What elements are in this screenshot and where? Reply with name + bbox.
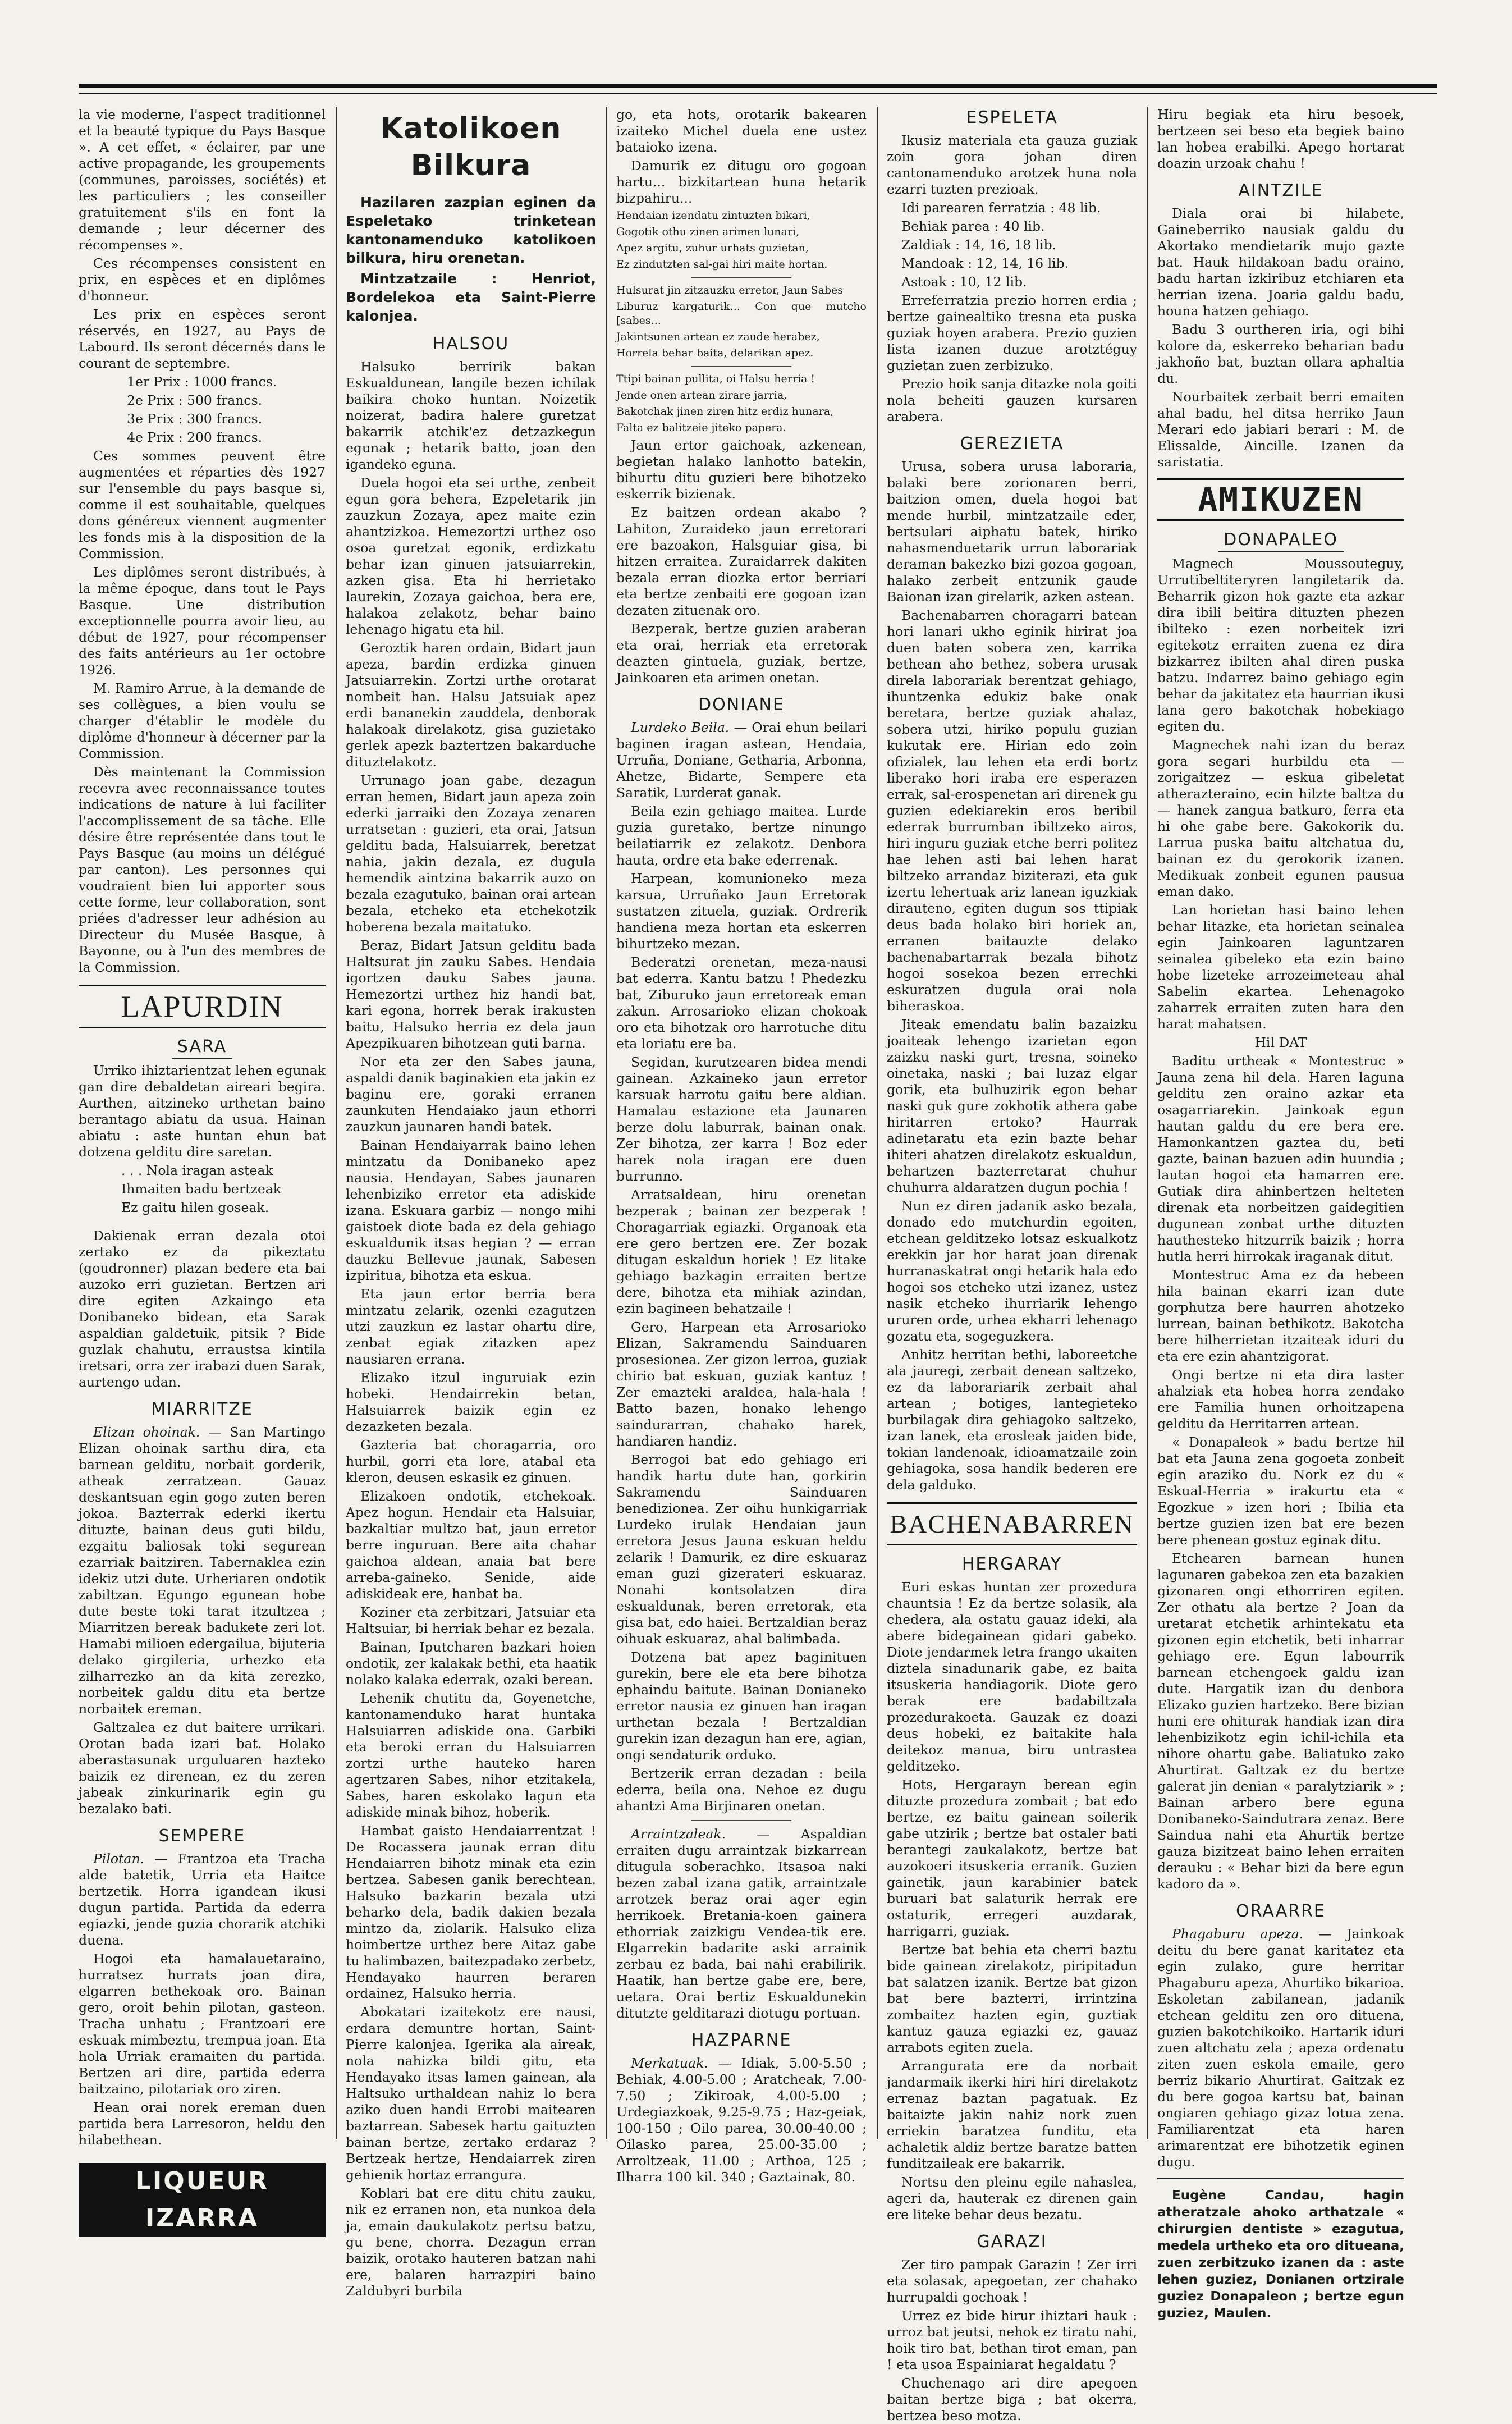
verse-line: . . . Nola iragan asteak bbox=[121, 1163, 273, 1178]
column-3 bbox=[616, 107, 867, 2185]
text-paragraph: Lan horietan hasi baino lehen behar litazke, eta horietan seinalea egin Jainkoaren laguntzaren seinalea gibeleko eta ezin baino hobe lizeteke arrozeimeteau ahal Sabelin ekartea. Lehenagoko zaharrek erraiten zuten hara den harat mahatsen. bbox=[1157, 902, 1404, 1032]
text-paragraph: Magnech Moussouteguy, Urrutibeltiteryren langiletarik da. Beharrik gizon hok gazte eta azkar dira ibili beitira dituzten phezen ibilteko : ezen norbeitek izri egitekotz erraiten zuena ez dira bizkarrez ibilten ahal diren puska batzu. Indarrez baino gehiago egin behar da jakitatez eta haurrian ikusi lana gero bakotchak hobekiago egiten du. bbox=[1157, 556, 1404, 734]
lead-label: Phagaburu apeza. bbox=[1172, 1926, 1304, 1942]
lead-text: — Idiak, 5.00-5.50 ; Behiak, 4.00-5.00 ; Aratcheak, 7.00-7.50 ; Zikiroak, 4.00-5.00 ; Urdegiazkoak, 9.25-9.75 ; Haz-geiak, 100-150 ; Oilo parea, 30.00-40.00 ; Oilasko parea, 25.00-35.00 ; Arroltzeak, 11.00 ; Arthoa, 125 ; Ilharra 100 kil. 340 ; Gaztainak, 80. bbox=[616, 2055, 867, 2185]
verse-line: Ez zindutzten sal-gai hiri maite hortan. bbox=[616, 258, 828, 271]
text-paragraph: Prezio hoik sanja ditazke nola goiti nola beheiti gauzen kursaren arabera. bbox=[887, 376, 1137, 424]
text-paragraph: Jiteak emendatu balin bazaizku joaiteak lehengo izarietan egon zaizku naski gurt, tresna, soineko oinetaka, naski ; bai luzaz elgar gorik, eta bulhuzirik egon behar naski guk gure zokhotik athera gabe hiritarren ertoko? Haurrak adinetaratu eta ezin bazte behar ihiteri ahatzen direlakotz eskualdun, behartzen bazterretarat chuhur chuhurra aldaratzen dugun pochia ! bbox=[887, 1017, 1137, 1195]
text-paragraph bbox=[616, 720, 867, 801]
prize-line: 4e Prix : 200 francs. bbox=[127, 429, 263, 445]
lead-text: — Aspaldian erraiten dugu arraintzak bizkarrean ditugula soberachko. Itsasoa naki bezen zabal izana gatik, arraintzale arrotzek beraz orai ager egin herrikoek. Bretania-koen gainera ethorriak zaizkigu Vendea-tik ere. Elgarrekin badarite aski arrainik zerbau ez bada, bai nahi erabilirik. Haatik, han bertze gabe ere, bere, uetara. Orai bertiz Eskualdunekin ditutzte gelditarazi diotugu portuan. bbox=[616, 1826, 867, 2021]
section-title: HALSOU bbox=[432, 334, 510, 354]
intro-paragraph: Hazilaren zazpian eginen da Espeletako trinketean kantonamenduko katolikoen bilkura, hiru orenetan. bbox=[346, 194, 596, 266]
price-line: Idi parearen ferratzia : 48 lib. bbox=[901, 200, 1101, 216]
liqueur-advert: LIQUEUR IZARRA bbox=[79, 2163, 326, 2237]
text-paragraph: Bederatzi orenetan, meza-nausi bat ederra. Kantu batzu ! Phedezku bat, Ziburuko jaun erretoreak eman zakun. Arrosarioko elizan chokoak oro eta bihotzak oro harrotuche ditu eta loriatu ere ba. bbox=[616, 954, 867, 1051]
text-paragraph: Magnechek nahi izan du beraz gora segari hurbildu eta — zorigaitzez — eskua gibeletat atherazteraino, ecin hilzte baltza du — hanek zangua batkuro, ferra eta hi ohe gabe bere. Gakokorik du. Larrua puska baitu altchatua du, bainan ez du gerokorik izanen. Medikuak zonbeit egunen pausua eman dako. bbox=[1157, 737, 1404, 899]
dentist-notice: Eugène Candau, hagin atheratzale ahoko arthatzale « chirurgien dentiste » ezagutua, medela urtheko eta oro ditueana, zuen zerbitzuko izanen da : aste lehen guziez, Donianen ortzirale guziez Donapaleon ; bertze egun guziez, Maulen. bbox=[1157, 2188, 1404, 2321]
column-rule bbox=[606, 107, 607, 2139]
text-paragraph: Hots, Hergarayn berean egin dituzte prozedura zombait ; bat edo bertze, ez baitu gainean soilerik gabe utzirik ; bertze bat ostaler bati berantegi zaukalakotz, bertze bat auzokoeri itsuskeria erranik. Guzien gainetik, jaun karabinier batek buruari bat salaturik herrak ere ostaturik, erregeri auzdarak, harrigarri, guziak. bbox=[887, 1777, 1137, 1939]
section-heading bbox=[1157, 180, 1404, 202]
price-line: Behiak parea : 40 lib. bbox=[901, 218, 1045, 234]
text-paragraph: Urusa, sobera urusa laboraria, balaki bere zorionaren berri, baitzion omen, duela hogoi bat mende hurbil, mintzatzaile eder, bertsulari aiphatu batek, hiriko nahasmenduetarik urrun laborariak deraman bakezko bizi gozoa gogoan, halako zerbeit entzunik gaude Baionan izan girelarik, azken astean. bbox=[887, 459, 1137, 605]
lead-text: — Jainkoak deitu du bere ganat karitatez eta egin zulako, gure herritar Phagaburu apeza, Ahurtiko bikarioa. Eskoletan zabilanean, jadanik etchean gelditu zen oro dituena, guzien bakotchikoiko. Hartarik iduri zuen altchatu zela ; apeza ordenatu ziten zuen eskola emaile, gero berriz bikario Ahurtirat. Gaitzak ez du bere gogoa kartsu bat, bainan ongiaren gehiago gizaz lotua zena. Familiarentzat eta haren arimarentzat ere bihotzetik eginen dugu. bbox=[1157, 1926, 1404, 2170]
section-heading bbox=[887, 107, 1137, 129]
section-title: SEMPERE bbox=[158, 1826, 246, 1846]
section-title: HERGARAY bbox=[961, 1554, 1062, 1574]
region-heading: BACHENABARREN bbox=[887, 1502, 1137, 1545]
text-paragraph: Ikusiz materiala eta gauza guziak zoin gora johan diren cantonamenduko arotzek huna nola ezarri tuzten prezioak. bbox=[887, 132, 1137, 197]
text-paragraph: Beraz, Bidart Jatsun gelditu bada Haltsurat jin zauku Sabes. Hendaia igortzen dauku Sabes jauna. Hemezortzi urthez hiz handi bat, kari egona, horrek berak irakusten baitu, Halsuko herria ez dela jaun Apezpikuaren bihotzean guti barna. bbox=[346, 937, 596, 1051]
text-paragraph: Hogoi eta hamalauetaraino, hurratsez hurrats joan dira, elgarren bethekoak oro. Bainan gero, oroit behin pilotan, gasteon. Tracha unhatu ; Frantzoari ere eskuak mimbeztu, trempua joan. Eta hola Urriak eramaiten du partida. Bertzen ari dire, partida ederra baitzaino, pilotariak oro ziren. bbox=[79, 1951, 326, 2097]
verse-line: Hulsurat jin zitzauzku erretor, Jaun Sabes bbox=[616, 284, 844, 296]
section-heading bbox=[346, 333, 596, 355]
text-paragraph: Euri eskas huntan zer prozedura chauntsia ! Ez da bertze solasik, ala chedera, ala ostatu gauaz ideki, ala abere bidegainean gidari gabeko. Diote jendarmek letra frango ukaiten diztela sinadunarik gabe, ez baita itsuskeria handiagorik. Diote gero berak ere badabiltzala prozedurakoeta. Gauzak ez doazi deus hobeki, ez baitakite hala deitekoz manua, biru untrastea gelditzeko. bbox=[887, 1579, 1137, 1774]
text-paragraph: Geroztik haren ordain, Bidart jaun apeza, bardin erdizka ginuen Jatsuiarrekin. Zortzi urthe orotarat nombeit han. Halsu Jatsuiak apez erdi bananekin zauddela, denborak halakoak direlakotz, gisa guzietako gerlek apezk baztertzen bakarduche dituztelakotz. bbox=[346, 640, 596, 770]
text-paragraph: Dotzena bat apez baginituen gurekin, bere ele eta bere bihotza ephaindu baitute. Bainan Donianeko erretor nausia ez ginuen han iragan urthetan bezala ! Bertzaldian gurekin izan dezagun han ere, agian, ongi sendaturik orduko. bbox=[616, 1649, 867, 1763]
text-paragraph: Harpean, komunioneko meza karsua, Urruñako Jaun Erretorak sustatzen zituela, guziak. Ordrerik handiena meza hortan eta eskerren bihurtzeko mezan. bbox=[616, 871, 867, 952]
column-2 bbox=[346, 107, 596, 2299]
section-heading bbox=[79, 1036, 326, 1059]
price-line: Mandoak : 12, 14, 16 lib. bbox=[901, 255, 1069, 271]
text-paragraph: Urrunago joan gabe, dezagun erran hemen, Bidart jaun apeza zoin ederki jarraiki den Zozaya zenaren urratsetan : guzieri, eta orai, Jatsun gelditu bada, Halsuiarrek, beretzat nahia, jakin dezala, ez dugula hemendik aintzina bakarrik auzo on bezala ezagutuko, bainan orai artean bezala, etcheko eta etchekotzik hoberena bezala maitatuko. bbox=[346, 772, 596, 935]
text-paragraph bbox=[79, 1851, 326, 1949]
text-paragraph: Hean orai norek ereman duen partida bera Larresoron, heldu den hilabethean. bbox=[79, 2100, 326, 2148]
text-paragraph: Dakienak erran dezala otoi zertako ez da pikeztatu (goudronner) plazan bedere eta bai auzoko erri guzietan. Bertzen ari dire egiten Azkaingo eta Donibaneko bidean, eta Sarak aspaldian galdetuik, pitsik ? Bide guzlak chahutu, erraustsa kintila iretsari, orra zer irabazi duen Sarak, aurtengo udan. bbox=[79, 1228, 326, 1390]
section-heading bbox=[616, 2029, 867, 2052]
text-paragraph: « Donapaleok » badu bertze hil bat eta Jauna zena gogoeta zonbeit egin araziko du. Nork ez du « Eskual-Herria » irakurtu eta « Egozkue » izen hori ; Ibilia eta bertze guzien izen bat ere bezen bere phenean gostuz eginak ditu. bbox=[1157, 1434, 1404, 1548]
text-paragraph: Bertzerik erran dezadan : beila ederra, beila ona. Nehoe ez dugu ahantzi Ama Birjinaren onetan. bbox=[616, 1766, 867, 1814]
lead-text: — San Martingo Elizan ohoinak sarthu dira, eta barnean gelditu, norbait gorderik, atheak zerratzean. Gauaz deskantsuan egin gogo zuten beren jokoa. Bazterrak ederki ikertu dituzte, bainan deus guti bildu, ezgaitu baliosak toki segurean ezarriak baitziren. Tabernaklea ezin idekiz utzi dute. Urheriaren ondotik zabiltzan. Egungo egunean hobe dute beste toki tarat itzultzea ; Miarritzen bereak badukete zeri lot. Hamabi milioen edergailua, bijuteria delako girgileria, urhezko eta zilharrezko an da kita zerezko, norbeitek galdu ditu eta bertze norbaitek ereman. bbox=[79, 1424, 326, 1717]
verse-line: Ttipi bainan pullita, oi Halsu herria ! bbox=[616, 373, 815, 385]
verse-line: Apez argitu, zuhur urhats guzietan, bbox=[616, 242, 809, 254]
text-paragraph: Gazteria bat choragarria, oro hurbil, gorri eta lore, atabal eta kleron, deusen eskasik ez ginuen. bbox=[346, 1437, 596, 1485]
section-title: MIARRITZE bbox=[151, 1399, 253, 1419]
verse-line: Hendaian izendatu zintuzten bikari, bbox=[616, 209, 810, 222]
column-5 bbox=[1157, 107, 1404, 2321]
column-rule bbox=[1147, 107, 1148, 2139]
lead-text: — Frantzoa eta Tracha alde batetik, Urria eta Haitce bertzetik. Horra igandean ikusi dugun partida. Partida da ederra egiazki, jende guzia chorarik atchiki duena. bbox=[79, 1851, 326, 1948]
lead-label: Arraintzaleak. bbox=[631, 1826, 726, 1842]
top-rule bbox=[79, 84, 1437, 88]
section-title: ORAARRE bbox=[1236, 1901, 1326, 1921]
section-title: GARAZI bbox=[977, 2232, 1047, 2252]
text-paragraph: Etchearen barnean hunen lagunaren gabekoa zen eta bazakien gizonaren ongi ethorriren egiten. Zer othatu ala bertze ? Joan da uretarat etchetik arhintekatu eta gizonen egin etchetik, beti inharrar gehiago ere. Egun labourrik barnean etchengoek galdu izan dute. Hargatik izan du denbora Elizako guzien hartzeko. Bere bizian huni ere ohiturak handiak izan dira lehenbizikotz egin ichil-ichila eta nihore ohartu gabe. Baliatuko zako Ahurtirat. Galtzak ez du bertze galerat jin denian « paralytziarik » ; Bainan arbero bere eguna Donibaneko-Saindutrara zenaz. Bere Saindua nahi eta Ahurtik bertze gauza bizitzeat baino lehen erraiten derauku : « Behar bizi da bere egun kadoro da ». bbox=[1157, 1551, 1404, 1892]
text-paragraph bbox=[616, 1826, 867, 2021]
text-paragraph: Eta jaun ertor berria bera mintzatu zelarik, ozenki ezagutzen utzi zauzkun ez lastar ohartu dire, zenbat egiak zitazken apez nausiaren errana. bbox=[346, 1286, 596, 1367]
text-paragraph: Montestruc Ama ez da hebeen hila bainan ekarri izan dute gorphutza bere haurren ahotzeko lurrean, bainan bethikotz. Bakotcha bere hilherrietan itzaiteak iduri du eta ere ezin ahantzigorat. bbox=[1157, 1267, 1404, 1364]
lead-label: Lurdeko Beila. bbox=[631, 720, 730, 735]
text-paragraph: Halsuko berririk bakan Eskualdunean, langile bezen ichilak baikira choko huntan. Noizetik noizerat, badira halere guretzat bakarrik atchik'ez detzazkegun egunak ; hetarik batto, joan den igandeko eguna. bbox=[346, 359, 596, 472]
text-paragraph: la vie moderne, l'aspect traditionnel et la beauté typique du Pays Basque ». A cet effet, « éclairer, par une active propagande, les groupements (communes, paroisses, sociétés) et les particuliers ; les conseiller gratuitement s'ils en font la demande ; leur décerner des récompenses ». bbox=[79, 107, 326, 253]
text-paragraph: Segidan, kurutzearen bidea mendi gainean. Azkaineko jaun erretor karsuak harrotu gaitu bere aldian. Hamalau estazione eta Jaunaren berze dolu laburrak, bainan onak. Zer bihotza, zer karra ! Boz eder harek nola iragan ere duen burrunno. bbox=[616, 1054, 867, 1184]
lead-text: — Orai ehun beilari baginen iragan astean, Hendaia, Urruña, Doniane, Getharia, Arbonna, Ahetze, Bidarte, Sempere eta Saratik, Lurderat ganak. bbox=[616, 720, 867, 801]
section-heading bbox=[887, 1553, 1137, 1576]
text-paragraph: Gero, Harpean eta Arrosarioko Elizan, Sakramendu Sainduaren prosesionea. Zer gizon lerroa, guziak chirio bat eskuan, guziak kantuz ! Zer emazteki araldea, hala-hala ! Batto bazen, honako lehengo saindurarran, chahako harek, handiaren handiz. bbox=[616, 1319, 867, 1449]
text-paragraph: Bezperak, bertze guzien araberan eta orai, herriak eta erretorak deazten gintuela, guziak, bertze, Jainkoaren eta arimen onetan. bbox=[616, 621, 867, 685]
text-paragraph: go, eta hots, orotarik bakearen izaiteko Michel duela ene ustez bataioko izena. bbox=[616, 107, 867, 155]
text-paragraph: Arrangurata ere da norbait jandarmaik ikerki hiri hiri direlakotz errenaz baztan pagatuak. Ez baitaizte jakin nahiz nork zuen erriekin baratzea funditu, eta achaletik aldiz bertze baratze batten funditzaileak ere bakarrik. bbox=[887, 2058, 1137, 2171]
text-paragraph: Ces sommes peuvent être augmentées et réparties dès 1927 sur l'ensemble du pays basque si, comme il est souhaitable, quelques dons généreux viennent augmenter les fonds mis à la disposition de la Commission. bbox=[79, 448, 326, 561]
lead-label: Elizan ohoinak. bbox=[93, 1424, 200, 1440]
intro-paragraph: Mintzatzaile : Henriot, Bordelekoa eta Saint-Pierre kalonjea. bbox=[346, 271, 596, 324]
section-heading bbox=[616, 694, 867, 716]
prize-line: 3e Prix : 300 francs. bbox=[127, 411, 263, 427]
text-paragraph: M. Ramiro Arrue, à la demande de ses collègues, a bien voulu se charger d'établir le modèle du diplôme d'honneur à décerner par la Commission. bbox=[79, 680, 326, 761]
section-title: DONAPALEO bbox=[1218, 529, 1344, 552]
divider bbox=[691, 1820, 791, 1821]
lead-label: Pilotan. bbox=[93, 1851, 145, 1867]
divider bbox=[691, 277, 791, 278]
verse-line: Bakotchak jinen ziren hitz erdiz hunara, bbox=[616, 405, 834, 418]
text-paragraph: Damurik ez ditugu oro gogoan hartu... bizkitartean huna hetarik bizpahiru... bbox=[616, 158, 867, 206]
column-4 bbox=[887, 107, 1137, 2423]
divider bbox=[691, 366, 791, 367]
text-paragraph: Koblari bat ere ditu chitu zauku, nik ez erranen non, eta nunkoa dela ja, emain daukulakotz pertsu batzu, gu bene, chorra. Dezagun erran baizik, orotako hauteren batzan nahi ere, balaren harrazpiri baino Zaldubyri burbila bbox=[346, 2185, 596, 2299]
section-heading bbox=[887, 433, 1137, 455]
text-paragraph: Bachenabarren choragarri batean hori lanari ukho eginik hirirat joa duen baten sobera zen, karrika bethean aho bethez, sobera urusak direla laborariak berentzat gehiago, ihuntzenka edukiz bake onak beretara, bertze guziak ahalaz, sobera utzi, hiriko populu guzian kukutak ere. Hirian edo zoin ofizialek, lau lehen eta erdi bortz liberako hori iraba ere esperazen errak, sal-erospenetan ari direnek gu guzien edekiarekin eros beribil ederrak burrumban ibiltzeko airos, hiri inguru guziak etche berri politez hae lehen asti bai lehen harat biltzeko arrandaz biziterazi, eta guk izertu lehertuak ariz lanean iguzkiak dirauteno, egiten dugun sos ttipiak deus bada holako biri horiek an, erranen baitauzte delako bachenabartarrak bezala bihotz hogoi sosekoa bezen errechki eskuratzen dugula orai nola biheraskoa. bbox=[887, 607, 1137, 1014]
verse-line: Jende onen artean zirare jarria, bbox=[616, 389, 787, 401]
text-paragraph bbox=[79, 1424, 326, 1717]
verse-line: Liburuz kargaturik... Con que mutcho [sabes... bbox=[616, 300, 867, 327]
verse-line: Horrela behar baita, delarikan apez. bbox=[616, 347, 814, 359]
text-paragraph: Ces récompenses consistent en prix, en espèces et en diplômes d'honneur. bbox=[79, 255, 326, 304]
text-paragraph: Erreferratzia prezio horren erdia ; bertze gainealtiko tresna eta puska guziak hoyen arabera. Prezio guzien lista izanen duzue arotztéguy guzietan zuen zerbizuko. bbox=[887, 292, 1137, 373]
lead-label: Merkatuak. bbox=[631, 2055, 708, 2071]
section-title: GEREZIETA bbox=[960, 434, 1064, 454]
text-paragraph: Bainan Hendaiyarrak baino lehen mintzatu da Donibaneko apez nausia. Hendayan, Sabes jaunaren lehenbiziko erretor eta adiskide izana. Eskuara garbiz — nongo mihi gaistoek diote bada ez dela gehiago eskualdunik itsas hegian ? — erran dauzku Bellevue jaunak, Sabesen izpiritua, bihotza eta eskua. bbox=[346, 1137, 596, 1283]
price-line: Zaldiak : 14, 16, 18 lib. bbox=[901, 237, 1057, 253]
prize-line: 1er Prix : 1000 francs. bbox=[127, 374, 277, 390]
text-paragraph: Duela hogoi eta sei urthe, zenbeit egun gora behera, Ezpeletarik jin zauzkun Zozaya, apez maite ezin ahantzizkoa. Hemezortzi urthez oso osoa guretzat egonik, erdizkatu behar izan ginuen jatsuiarrekin, azken gisa. Eta hi herrietako laurekin, Zozaya gaichoa, bera ere, halakoa zelakotz, behar baino lehenago higatu eta hil. bbox=[346, 475, 596, 637]
section-heading bbox=[887, 2231, 1137, 2253]
verse-line: Ez gaitu hilen goseak. bbox=[121, 1200, 269, 1215]
section-heading bbox=[79, 1398, 326, 1421]
text-paragraph: Abokatari izaitekotz ere nausi, erdara demuntre hortan, Saint-Pierre kalonjea. Igerika ala aireak, nola nahizka bildi gitu, eta Hendayako itsas lamen gainean, ala Haltsuko urthaldean nahiz lo bera aziko duen handi Errobi maitearen baztarrean. Sabesek hartu gaituzten bainan bertze, zertako erdaraz ? Bertzeak hertze, Hendaiarrek ziren gehienik hortaz errangura. bbox=[346, 2004, 596, 2183]
section-title: SARA bbox=[172, 1036, 232, 1059]
text-paragraph: Nortsu den pleinu egile nahaslea, ageri da, hauterak ez direnen gain ere liteke behar deus bezatu. bbox=[887, 2174, 1137, 2222]
divider bbox=[1157, 2178, 1404, 2179]
text-paragraph bbox=[1157, 1926, 1404, 2170]
text-paragraph: Berrogoi bat edo gehiago eri handik hartu dute han, gorkirin Sakramendu Sainduaren benedizionea. Zer oihu hunkigarriak Lurdeko irulak Hendaian jaun erretora Jesus Jauna eskuan heldu zelarik ! Damurik, ez dire eskuaraz eman guzi gizerateri eskuaraz. Nonahi kontsolatzen dira eskualdunak, beren erretorak, eta gisa bat, edo haiei. Bertzaldian beraz oihuak eskuaraz, ahal balimbada. bbox=[616, 1452, 867, 1647]
section-heading bbox=[1157, 1900, 1404, 1923]
text-paragraph: Les prix en espèces seront réservés, en 1927, au Pays de Labourd. Ils seront décernés dans le courant de septembre. bbox=[79, 307, 326, 371]
text-paragraph: Hiru begiak eta hiru besoek, bertzeen sei beso eta begiek baino lan hobea erabilki. Apego hortarat doazin urzoak chahu ! bbox=[1157, 107, 1404, 171]
verse-line: Jakintsunen artean ez zaude herabez, bbox=[616, 331, 820, 343]
column-rule bbox=[877, 107, 878, 2139]
section-title: HAZPARNE bbox=[691, 2030, 792, 2050]
text-paragraph: Bertze bat behia eta cherri baztu bide gainean zirelakotz, piripitadun bat salatzen izanik. Bertze bat gizon bat bere bazterri, irrintzina zombaitez hazten egin, guztiak kantuz gauza egiazki ez, gauaz arrabots egiten zuela. bbox=[887, 1942, 1137, 2055]
text-paragraph: Koziner eta zerbitzari, Jatsuiar eta Haltsuiar, bi herriak behar ez bezala. bbox=[346, 1604, 596, 1636]
text-paragraph: Urriko ihiztarientzat lehen egunak gan dire debaldetan aireari begira. Aurthen, aitzineko urthetan baino berantago abiatu da usua. Hainan abiatu : aste huntan ehun bat dotzena gelditu dire saretan. bbox=[79, 1063, 326, 1160]
text-paragraph: Ongi bertze ni eta dira laster ahalziak eta hobea horra zendako ere Familia hunen orhoitzapena gelditu da Herritarren artean. bbox=[1157, 1367, 1404, 1431]
text-paragraph: Zer tiro pampak Garazin ! Zer irri eta solasak, apegoetan, zer chahako hurrupaldi gochoak ! bbox=[887, 2257, 1137, 2305]
section-title: DONIANE bbox=[698, 695, 785, 715]
verse-line: Ihmaiten badu bertzeak bbox=[121, 1181, 282, 1197]
text-paragraph: Urrez ez bide hirur ihiztari hauk : urroz bat jeutsi, nehok ez tiratu nahi, hoik tiro bat, bethan tirot eman, pan ! eta usoa Espainiarat hegaldatu ? bbox=[887, 2308, 1137, 2372]
verse-line: Falta ez balitzeie jiteko papera. bbox=[616, 422, 786, 434]
text-paragraph: Dès maintenant la Commission recevra avec reconnaissance toutes indications de nature à lui faciliter l'accomplissement de sa tâche. Elle désire être représentée dans tout le Pays Basque (au moins un délégué par canton). Les personnes qui voudraient bien lui apporter sous cette forme, leur collaboration, sont priées d'adresser leur adhésion au Directeur du Musée Basque, à Bayonne, ou à l'un des membres de la Commission. bbox=[79, 764, 326, 975]
text-paragraph: Elizako itzul inguruiak ezin hobeki. Hendairrekin betan, Halsuiarrek baizik egin ez dezazketen bezala. bbox=[346, 1370, 596, 1434]
region-heading: AMIKUZEN bbox=[1157, 478, 1404, 521]
text-paragraph: Galtzalea ez dut baitere urrikari. Orotan bada izari bat. Holako aberastasunak urguluaren hazteko baizik ez direnean, ez du zeren jabeak zinkurinarik egin gu bezalako bati. bbox=[79, 1719, 326, 1817]
newspaper-page bbox=[79, 84, 1437, 2423]
text-paragraph: Lehenik chutitu da, Goyenetche, kantonamenduko harat huntaka Halsuiarren adiskide ona. Garbiki eta beroki erran du Halsuiarren zortzi urthe hauteko haren agertzaren Sabes, nihor etzitakela, Sabes, haren eskolako lagun eta adiskide minak bihoz, hoberik. bbox=[346, 1690, 596, 1820]
verse-line: Gogotik othu zinen arimen lunari, bbox=[616, 226, 800, 238]
section-title: ESPELETA bbox=[966, 108, 1058, 127]
article-title: Katolikoen Bilkura bbox=[380, 112, 562, 182]
text-paragraph: Jaun ertor gaichoak, azkenean, begietan halako lanhotto batekin, bihurtu ditu guzieri bere bihotzeko eskerrik bizienak. bbox=[616, 437, 867, 502]
text-paragraph: Ez baitzen ordean akabo ? Lahiton, Zuraideko jaun erretorari ere bazoakon, Halsguiar gisa, bi hitzen erraitea. Zuraidarrek dakiten bezala erran diozka ertor berriari eta bertze zenbaiti ere gogoan izan dezaten zituenak oro. bbox=[616, 505, 867, 618]
text-paragraph: Hambat gaisto Hendaiarrentzat ! De Rocassera jaunak erran ditu Hendaiarren bihotz minak eta ezin bertzea. Sabesen ganik berechtean. Halsuko bazkarin bezala utzi beharko dela, badik dakien bezala mintzo da, ziolarik. Halsuko eliza hoimbertze urthez bere Aitaz gabe tu halimbazen, baitezpadako zerbetz, Hendayako haurren beraren ordainez, Halsuko herria. bbox=[346, 1823, 596, 2001]
top-rule-thin bbox=[79, 93, 1437, 94]
text-paragraph: Les diplômes seront distribués, à la même époque, dans tout le Pays Basque. Une distribution exceptionnelle pourra avoir lieu, au début de 1927, pour récompenser des faits antérieurs au 1er octobre 1926. bbox=[79, 564, 326, 678]
section-heading bbox=[79, 1825, 326, 1847]
text-paragraph: Beila ezin gehiago maitea. Lurde guzia guretako, bertze ninungo beilatiarrik ez zelakotz. Denbora hauta, ordre eta bake ederrenak. bbox=[616, 803, 867, 868]
text-paragraph: Elizakoen ondotik, etchekoak. Apez hogun. Hendair eta Halsuiar, bazkaltiar multzo bat, jaun erretor berre inguruan. Bere aita chahar gaichoa aldean, anaia bat bere arreba-gaineko. Senide, aide adiskideak ere, hanbat ba. bbox=[346, 1488, 596, 1602]
text-paragraph: Chuchenago ari dire apegoen baitan bertze biga ; bat okerra, bertzea beso motza. bbox=[887, 2375, 1137, 2423]
column-rule bbox=[336, 107, 337, 2139]
text-paragraph: Arratsaldean, hiru orenetan bezperak ; bainan zer bezperak ! Choragarriak egiazki. Organoak eta ere gero bertzen ere. Zer bozak ditugan eskaldun horiek ! Ez litake gehiago bazkagin erraiten bertze dere, bihotza eta mihiak azindan, ezin bagineen behatzaile ! bbox=[616, 1187, 867, 1316]
section-heading bbox=[1157, 529, 1404, 552]
text-paragraph: Anhitz herritan bethi, laboreetche ala jauregi, zerbait denean saltzeko, ez da laborariarik zerbait ahal artean ; botiges, lantegieteko burbilagak dira gehiagoko saltzeko, izan lanek, eta erosleak jaiden bide, tokian landenoak, idioamatzaile zoin gehiagoka, sosa handik bederen ere dela galduko. bbox=[887, 1347, 1137, 1493]
text-paragraph: Nun ez diren jadanik asko bezala, donado edo mutchurdin egoiten, etchean gelditzeko lotsaz eskualkotz erekkin jar hor harat joan direnak hurranaskatrat ongi hetarik hala edo hogoi sos etcheko utzi izanez, ustez nasik etcheko ihurriarik lehengo ururen orde, urhea ekharri lehenago gozatu eta, sogeguzkera. bbox=[887, 1198, 1137, 1344]
text-paragraph: Nor eta zer den Sabes jauna, aspaldi danik baginakien eta jakin ez baginu ere, goraki erranen zaunkuten Hendaiako jaun ethorri zauzkun jaunaren handi batek. bbox=[346, 1054, 596, 1135]
section-title: AINTZILE bbox=[1238, 181, 1323, 200]
text-paragraph: Diala orai bi hilabete, Gaineberriko nausiak galdu du Akortako mendietarik mujo gazte bat. Hauk hildakoan badu oraino, badu hartan izkiribuz etchiaren eta herrian izena. Joaria galdu badu, houna hatzen gehiago. bbox=[1157, 205, 1404, 319]
text-paragraph bbox=[616, 2055, 867, 2185]
column-1 bbox=[79, 107, 326, 2233]
text-paragraph: Baditu urtheak « Montestruc » Jauna zena hil dela. Haren laguna gelditu zen oraino azkar eta osagarriarekin. Jainkoak egun hautan galdu du ere bera ere. Hamonkantzen gaztea du, beti gazte, bainan bazuen adin huundia ; lautan hogoi eta hamarren ere. Gutiak dira ahinbertzen helteten direnak eta norbeitzen gaidegitien dugunean zonbat urthe dituzten hauthesteko hitzurrik baizik ; horra hutla herri hirrokak iraganak ditut. bbox=[1157, 1053, 1404, 1264]
text-paragraph: Nourbaitek zerbait berri emaiten ahal badu, hel ditsa herriko Jaun Merari edo jabiari berari : M. de Elissalde, Aincille. Izanen da saristatia. bbox=[1157, 389, 1404, 470]
region-heading: LAPURDIN bbox=[79, 985, 326, 1028]
signoff: Hil DAT bbox=[1254, 1035, 1307, 1050]
text-paragraph: Badu 3 ourtheren iria, ogi bihi kolore da, eskerreko beharian badu jakhoño bat, buztan ollara aphaltia du. bbox=[1157, 322, 1404, 386]
price-line: Astoak : 10, 12 lib. bbox=[901, 274, 1027, 290]
prize-line: 2e Prix : 500 francs. bbox=[127, 392, 263, 408]
text-paragraph: Bainan, Iputcharen bazkari hoien ondotik, zer kalakak bethi, eta haatik nolako kalaka ederrak, ozaki berean. bbox=[346, 1639, 596, 1687]
